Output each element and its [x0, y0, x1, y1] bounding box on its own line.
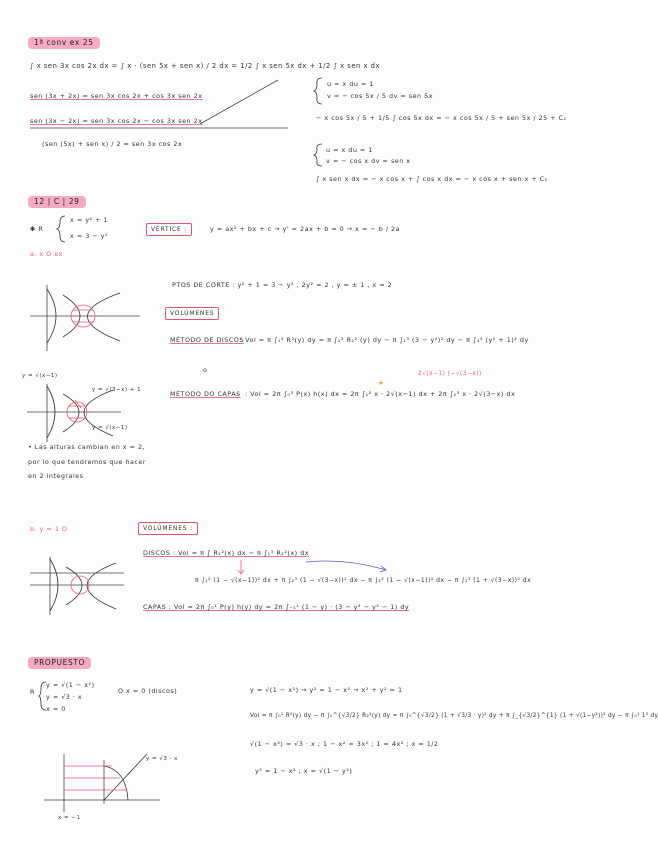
identity-diff: sen (3x − 2x) = sen 3x cos 2x − cos 3x sen 2x	[30, 117, 203, 125]
part-a-label: a. x O ex	[30, 250, 63, 258]
parts-result-1: − x cos 5x / 5 + 1/5 ∫ cos 5x dx = − x cos 5x / 5 + sen 5x / 25 + C₁	[316, 114, 567, 122]
subst-v1: v = − cos 5x / 5 dv = sen 5x	[327, 92, 433, 100]
parts-result-2: ∫ x sen x dx = − x cos x + ∫ cos x dx = − x cos x + sen x + C₂	[316, 175, 548, 183]
section-header-conv: 1ª conv ex 25	[28, 37, 100, 49]
region4-eq-1: y = √(1 − x²)	[46, 681, 95, 689]
prop-line-4: y² = 1 − x² ; x = √(1 − y²)	[255, 767, 353, 775]
graph4-label-1: y = √3 · x	[146, 756, 178, 762]
region4-eq-2: y = √3 · x	[46, 693, 83, 701]
discs-expanded-b: π ∫₁² (1 − √(x−1))² dx + π ∫₂³ (1 − √(3−x))² dx − π ∫₁² (1 − √(x−1))² dx − π ∫₂³ (1 + √(3−x))² dx	[195, 577, 532, 584]
vertex-formula: y = ax² + bx + c → y' = 2ax + b = 0 → x = − b / 2a	[210, 225, 400, 233]
part-b-label: b. y = 1 O	[30, 525, 68, 533]
subst-u1: u = x du = 1	[327, 80, 374, 88]
divider-line	[30, 126, 290, 132]
section-header-propuesto: PROPUESTO	[28, 657, 91, 669]
discs-formula: : Vol = π ∫₁³ R²(y) dy = π ∫₁³ R₂² (y) dy − π ∫₁³ (3 − y²)² dy − π ∫₁³ (y² + 1)² dy	[240, 336, 529, 344]
stray-mark: o	[203, 366, 208, 374]
root-annotation: 2√(x−1) (−√(3−x))	[418, 371, 482, 377]
brace-region	[56, 214, 68, 244]
region-label: ✱ R	[30, 225, 44, 233]
region-graph-1	[25, 283, 145, 353]
vertex-box: VÉRTICE :	[146, 223, 192, 236]
region-graph-4	[42, 752, 162, 814]
region4-eq-3: x = 0	[46, 705, 66, 713]
discs-method-label: MÉTODO DE DISCOS	[170, 336, 244, 344]
discs-label-b: DISCOS : Vol = π ∫ R₁²(x) dx − π ∫₁³ R₂²(x) dx	[143, 549, 310, 557]
identity-result: (sen (5x) + sen x) / 2 = sen 3x cos 2x	[42, 140, 183, 148]
section-header-12c29: 12 | C | 29	[28, 196, 86, 208]
identity-sum: sen (3x + 2x) = sen 3x cos 2x + cos 3x sen 2x	[30, 92, 203, 100]
note-line-2: por lo que tendremos que hacer	[28, 458, 146, 466]
axis-choice-4: O x = 0 (discos)	[118, 687, 178, 695]
subst-v2: v = − cos x dv = sen x	[326, 157, 411, 165]
integral-line-1: ∫ x sen 3x cos 2x dx = ∫ x · (sen 5x + sen x) / 2 dx = 1/2 ∫ x sen 5x dx + 1/2 ∫ x sen x dx	[30, 62, 380, 70]
region-eq-1: x = y² + 1	[70, 216, 109, 224]
layers-method-label: MÉTODO DO CAPAS	[170, 390, 241, 398]
note-line-1: • Las alturas cambian en x = 2,	[28, 443, 146, 451]
subst-u2: u = x du = 1	[326, 146, 373, 154]
star-mark: ★	[378, 379, 385, 387]
cancel-stroke	[200, 80, 280, 124]
region-eq-2: x = 3 − y²	[70, 232, 109, 240]
cut-points: PTOS DE CORTE : y² + 1 = 3 − y² , 2y² = 2 , y = ± 1 , x = 2	[172, 281, 393, 289]
region-graph-2	[25, 382, 125, 444]
brace-1	[312, 76, 326, 106]
prop-line-2: Vol = π ∫₀¹ R²(y) dy − π ∫₀^{√3/2} R₂²(y) dy = π ∫₀^{√3/2} (1 + √3/3 · y)² dy + π ∫_{√3/2}^{1} (1 + √(1−y²))² dy − π ∫₀¹ 1² dy	[250, 713, 658, 719]
volumes-box-b: VOLÚMENES :	[138, 522, 198, 535]
graph2-label-1: y = √(x−1)	[22, 373, 58, 379]
prop-line-3: √(1 − x²) = √3 · x ; 1 − x² = 3x² ; 1 = 4x² ; x = 1/2	[250, 740, 439, 748]
note-line-3: en 2 integrales	[28, 472, 84, 480]
graph4-label-2: x = −1	[58, 815, 81, 821]
volumes-box-a: VOLÚMENES	[165, 307, 219, 320]
prop-line-1: y = √(1 − x²) → y² = 1 − x² → x² + y² = 1	[250, 686, 403, 694]
graph2-label-3: y = √(3−x) + 1	[92, 387, 142, 393]
layers-formula: : Vol = 2π ∫₀³ P(x) h(x) dx = 2π ∫₁² x · 2√(x−1) dx + 2π ∫₂³ x · 2√(3−x) dx	[245, 390, 516, 398]
region-R-label-4: R	[30, 688, 35, 696]
brace-2	[312, 142, 326, 168]
capas-label-b: CAPAS : Vol = 2π ∫₀¹ P(y) h(y) dy = 2π ∫₋₁¹ (1 − y) · (3 − y² − y² − 1) dy	[143, 603, 410, 611]
region-graph-3	[28, 555, 128, 617]
graph2-label-4: y = √(x−1)	[92, 425, 128, 431]
